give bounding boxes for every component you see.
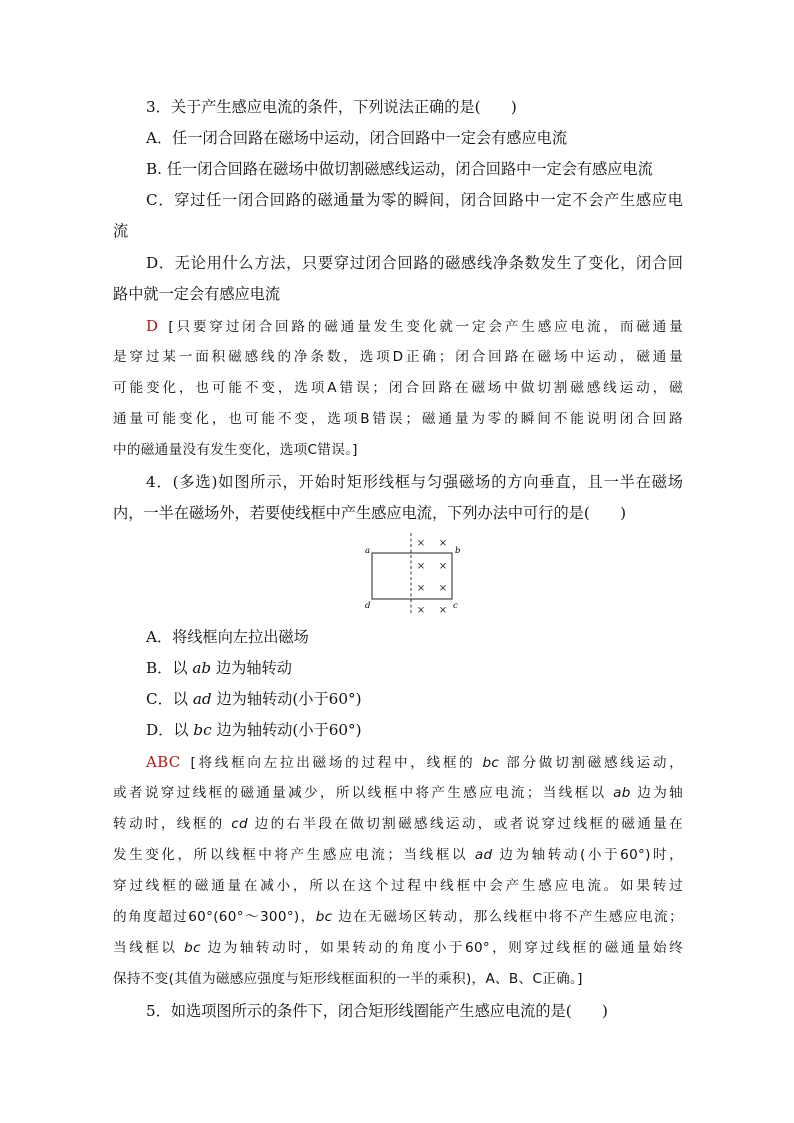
- q3-explanation-line5: 中的磁通量没有发生变化，选项C错误。]: [113, 442, 358, 458]
- q3-answer: D: [146, 317, 159, 335]
- q4-explanation-line3: [113, 814, 683, 834]
- q4-exp7-a: 当线框以: [113, 940, 178, 956]
- q4-exp6-var: bc: [315, 909, 333, 925]
- q3-explanation-text1: [只要穿过闭合回路的磁通量发生变化就一定会产生感应电流，而磁通量: [168, 319, 683, 335]
- q4-exp4-b: 边为轴转动(小于60°)时，: [499, 847, 684, 863]
- q4-explanation-line6: [113, 907, 683, 927]
- q3-explanation-line4: 通量可能变化，也可能不变，选项B错误；磁通量为零的瞬间不能说明闭合回路: [113, 411, 683, 427]
- q4-explanation-line5: 穿过线框的磁通量在减小，所以在这个过程中线框中会产生感应电流。如果转过: [113, 878, 683, 894]
- q4-option-d-suffix: 边为轴转动(小于60°): [216, 721, 362, 739]
- field-cross-mark: ×: [438, 583, 448, 594]
- q4-stem-line1: 4．(多选)如图所示，开始时矩形线框与匀强磁场的方向垂直，且一半在磁场: [146, 473, 683, 491]
- q4-option-c-prefix: C．以: [146, 690, 188, 708]
- q4-exp1-var: bc: [482, 755, 500, 771]
- field-cross-mark: ×: [438, 561, 448, 572]
- q4-exp6-b: 边在无磁场区转动，那么线框中将不产生感应电流；: [338, 909, 683, 925]
- q4-option-c-var: ad: [192, 690, 212, 708]
- q4-explanation-line7: [113, 938, 683, 958]
- field-cross-mark: ×: [416, 561, 426, 572]
- q4-exp7-b: 边为轴转动时，如果转动的角度小于60°，则穿过线框的磁通量始终: [207, 940, 683, 956]
- q4-option-b: [146, 658, 683, 678]
- label-b: b: [455, 546, 461, 556]
- field-cross-mark: ×: [416, 605, 426, 615]
- q4-exp6-a: 的角度超过60°(60°～300°)，: [113, 909, 316, 925]
- q4-exp2-b: 边为轴: [637, 785, 684, 801]
- q4-exp2-var: ab: [613, 785, 631, 801]
- q3-option-c-line2: 流: [113, 222, 129, 240]
- q4-option-c-suffix: 边为轴转动(小于60°): [216, 690, 362, 708]
- label-c: c: [453, 601, 458, 611]
- rectangular-frame-in-magnetic-field-figure: [358, 533, 468, 615]
- q3-explanation-line2: 是穿过某一面积磁感线的净条数，选项D正确；闭合回路在磁场中运动，磁通量: [113, 349, 683, 365]
- field-cross-mark: ×: [438, 538, 448, 549]
- q3-option-a: A．任一闭合回路在磁场中运动，闭合回路中一定会有感应电流: [146, 129, 568, 147]
- q4-exp2-a: 或者说穿过线框的磁通量减少，所以线框中将产生感应电流；当线框以: [113, 785, 607, 801]
- q5-stem: 5．如选项图所示的条件下，闭合矩形线圈能产生感应电流的是( ): [146, 1002, 608, 1020]
- q4-option-c: [146, 689, 683, 709]
- field-cross-mark: ×: [438, 605, 448, 615]
- field-cross-mark: ×: [416, 583, 426, 594]
- q4-exp4-var: ad: [474, 847, 493, 863]
- q4-exp3-a: 转动时，线框的: [113, 816, 225, 832]
- q4-option-d-var: bc: [193, 721, 212, 739]
- label-a: a: [365, 546, 371, 556]
- field-cross-mark: ×: [416, 538, 426, 549]
- q4-option-d-prefix: D．以: [146, 721, 189, 739]
- q3-option-b: B. 任一闭合回路在磁场中做切割磁感线运动，闭合回路中一定会有感应电流: [146, 160, 653, 178]
- q3-option-c-line1: C．穿过任一闭合回路的磁通量为零的瞬间，闭合回路中一定不会产生感应电: [146, 191, 683, 209]
- q3-explanation-line3: 可能变化，也可能不变，选项A错误；闭合回路在磁场中做切割磁感线运动，磁: [113, 380, 683, 396]
- q4-option-b-suffix: 边为轴转动: [215, 659, 292, 677]
- q4-exp4-a: 发生变化，所以线框中将产生感应电流；当线框以: [113, 847, 469, 863]
- q4-exp7-var: bc: [184, 940, 201, 956]
- q4-answer: ABC: [146, 753, 181, 771]
- q3-option-d-line2: 路中就一定会有感应电流: [113, 285, 281, 303]
- q4-explanation-line1: [146, 752, 683, 773]
- q3-stem: 3．关于产生感应电流的条件，下列说法正确的是( ): [146, 98, 517, 116]
- q4-option-d: [146, 720, 683, 740]
- q4-explanation-line2: [113, 783, 683, 803]
- q4-exp1-b: 部分做切割磁感线运动，: [506, 755, 684, 771]
- q4-exp3-b: 边的右半段在做切割磁感线运动，或者说穿过线框的磁通量在: [254, 816, 683, 832]
- q4-explanation-line4: [113, 845, 683, 865]
- label-d: d: [365, 601, 371, 611]
- q4-exp3-var: cd: [231, 816, 248, 832]
- q4-stem-line2: 内，一半在磁场外，若要使线框中产生感应电流，下列办法中可行的是( ): [113, 504, 627, 522]
- q4-option-a: A．将线框向左拉出磁场: [146, 628, 309, 646]
- q4-option-b-prefix: B．以: [146, 659, 188, 677]
- q3-explanation-line1: [146, 316, 683, 337]
- q4-exp1-a: [将线框向左拉出磁场的过程中，线框的: [190, 755, 476, 771]
- q4-explanation-line8: 保持不变(其值为磁感应强度与矩形线框面积的一半的乘积)，A、B、C正确。]: [113, 971, 583, 987]
- q3-option-d-line1: D．无论用什么方法，只要穿过闭合回路的磁感线净条数发生了变化，闭合回: [146, 254, 683, 272]
- q4-option-b-var: ab: [192, 659, 212, 677]
